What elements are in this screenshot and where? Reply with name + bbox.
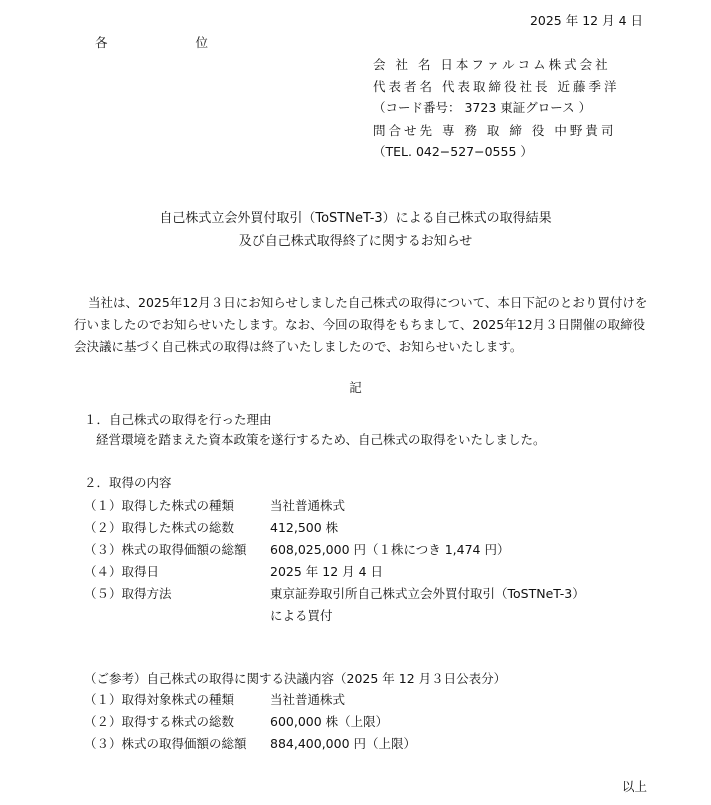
section2-heading: ２．取得の内容 [84, 475, 172, 490]
acquisition-value-type: 当社普通株式 [270, 498, 346, 513]
sender-contact: 問合せ先 専 務 取 締 役 中野貴司 [373, 123, 617, 138]
reference-label-type: （１）取得対象株式の種類 [84, 692, 235, 707]
reference-value-type: 当社普通株式 [270, 692, 346, 707]
acquisition-label-total-price: （３）株式の取得価額の総額 [84, 542, 247, 557]
addressee-right: 位 [195, 35, 209, 50]
acquisition-label-date: （４）取得日 [84, 564, 160, 579]
addressee-left: 各 [95, 35, 108, 50]
body-line-2: 行いましたのでお知らせいたします。なお、今回の取得をもちまして、2025年12月３日開催の取締役 [74, 317, 646, 332]
section1-heading: １．自己株式の取得を行った理由 [84, 412, 272, 427]
ki-marker: 記 [349, 380, 362, 395]
acquisition-value-total-shares: 412,500 株 [270, 520, 339, 535]
sender-company: 会 社 名 日本ファルコム株式会社 [373, 57, 611, 72]
acquisition-value-method: 東京証券取引所自己株式立会外買付取引（ToSTNeT-3） [270, 586, 585, 601]
reference-heading: （ご参考）自己株式の取得に関する決議内容（2025 年 12 月３日公表分） [84, 671, 507, 686]
body-line-1: 当社は、2025年12月３日にお知らせしました自己株式の取得について、本日下記のとおり買付けを [88, 295, 648, 310]
acquisition-value-date: 2025 年 12 月 4 日 [270, 564, 384, 579]
closing-mark: 以上 [621, 779, 647, 794]
acquisition-label-type: （１）取得した株式の種類 [84, 498, 235, 513]
title-line-1: 自己株式立会外買付取引（ToSTNeT-3）による自己株式の取得結果 [159, 211, 552, 226]
section1-text: 経営環境を踏まえた資本政策を遂行するため、自己株式の取得をいたしました。 [96, 432, 546, 447]
acquisition-label-total-shares: （２）取得した株式の総数 [84, 520, 235, 535]
body-line-3: 会決議に基づく自己株式の取得は終了いたしましたので、お知らせいたします。 [74, 339, 523, 354]
sender-tel: （TEL. 042−527−0555 ） [373, 144, 533, 159]
reference-value-total-shares: 600,000 株（上限） [270, 714, 389, 729]
acquisition-label-method: （５）取得方法 [84, 586, 172, 601]
acquisition-value-total-price: 608,025,000 円（１株につき 1,474 円） [270, 542, 510, 557]
reference-value-total-price: 884,400,000 円（上限） [270, 736, 416, 751]
document-date: 2025 年 12 月 4 日 [529, 13, 643, 28]
title-line-2: 及び自己株式取得終了に関するお知らせ [238, 234, 473, 249]
reference-label-total-shares: （２）取得する株式の総数 [84, 714, 235, 729]
reference-label-total-price: （３）株式の取得価額の総額 [84, 736, 247, 751]
acquisition-value-method-cont: による買付 [270, 608, 333, 623]
sender-code: （コード番号： 3723 東証グロース ） [373, 100, 592, 115]
sender-representative: 代表者名 代表取締役社長 近藤季洋 [373, 79, 620, 94]
addressee [95, 33, 208, 51]
